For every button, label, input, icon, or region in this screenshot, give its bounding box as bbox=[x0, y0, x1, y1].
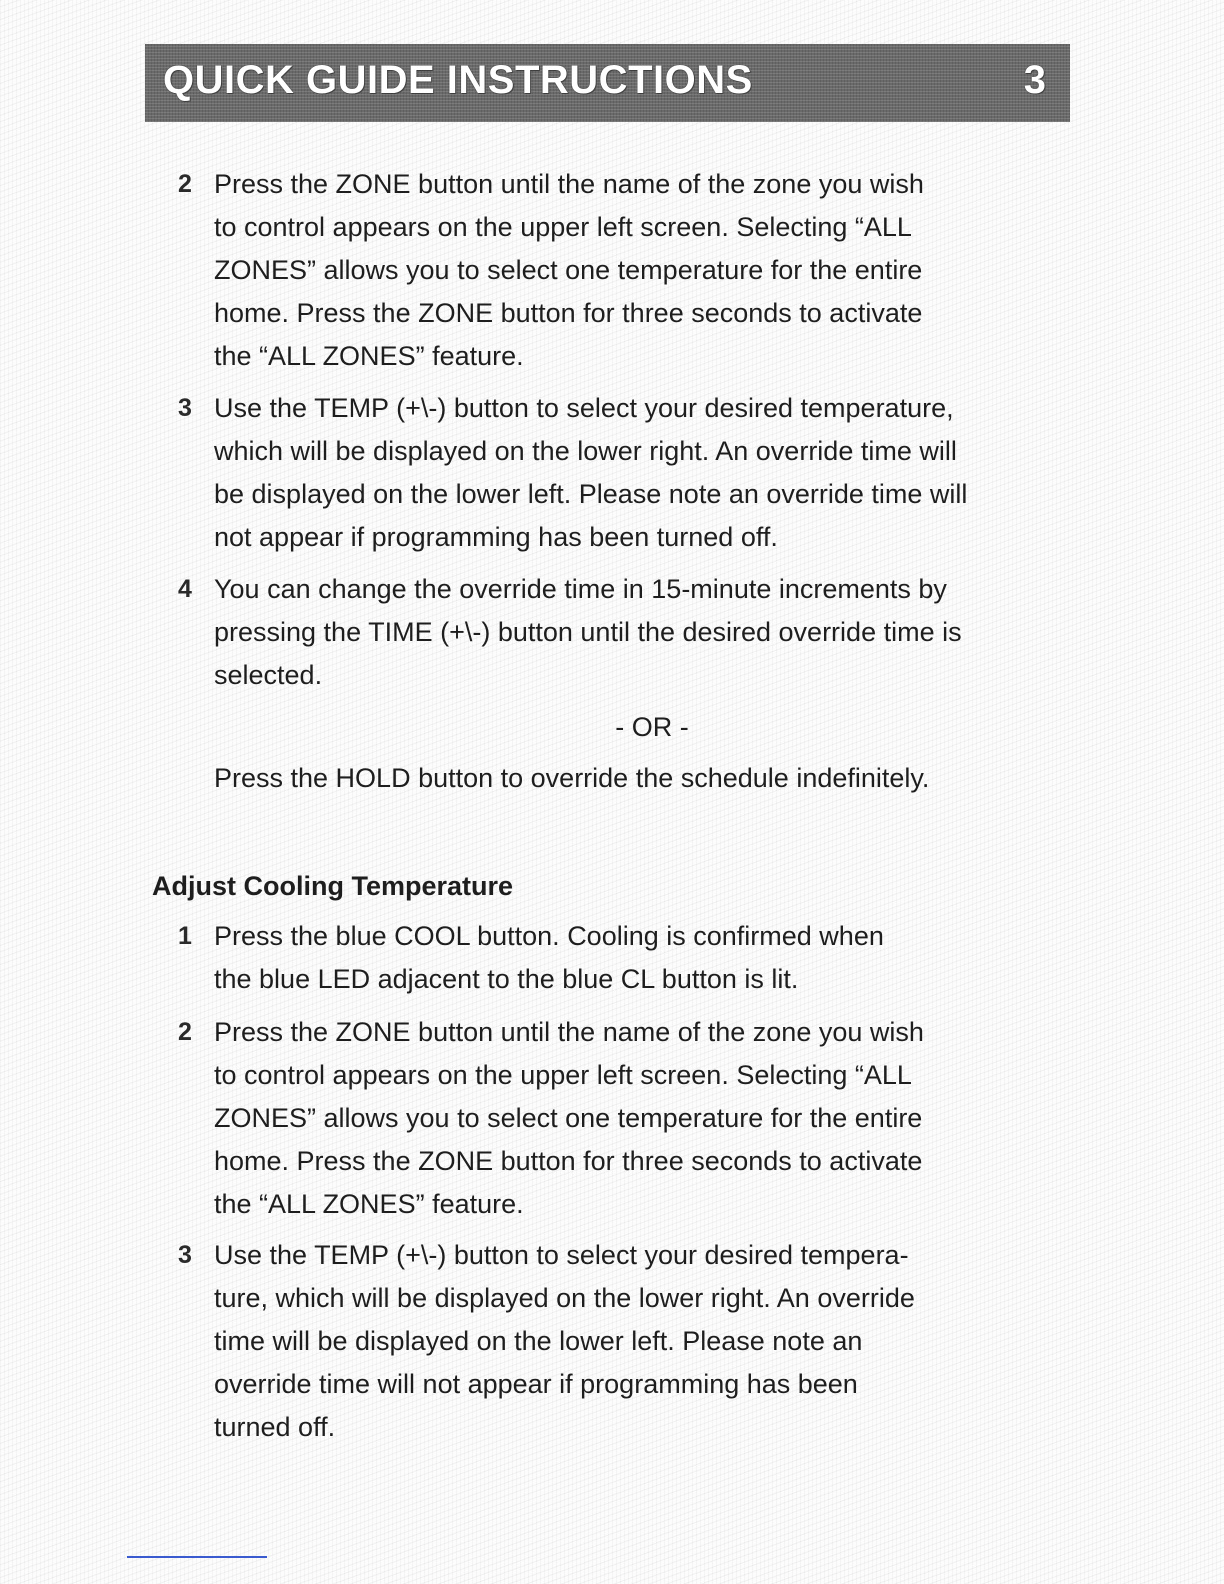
step-number: 4 bbox=[178, 575, 192, 603]
footer-rule bbox=[127, 1556, 267, 1558]
step-line: You can change the override time in 15-minute increments by bbox=[214, 574, 947, 604]
step-line: Press the ZONE button until the name of the zone you wish bbox=[214, 169, 924, 199]
step-line: the “ALL ZONES” feature. bbox=[214, 341, 524, 371]
step-number: 2 bbox=[178, 1018, 192, 1046]
step-line: selected. bbox=[214, 660, 323, 690]
step-line: not appear if programming has been turned off. bbox=[214, 522, 778, 552]
step-number: 3 bbox=[178, 1241, 192, 1269]
header-bar bbox=[145, 44, 1070, 122]
step-line: home. Press the ZONE button for three seconds to activate bbox=[214, 1146, 923, 1176]
step-line: pressing the TIME (+\-) button until the desired override time is bbox=[214, 617, 962, 647]
step-line: the “ALL ZONES” feature. bbox=[214, 1189, 524, 1219]
step-line: Press the blue COOL button. Cooling is confirmed when bbox=[214, 921, 884, 951]
step-line: the blue LED adjacent to the blue CL button is lit. bbox=[214, 964, 799, 994]
step-text bbox=[214, 387, 1064, 559]
step-text bbox=[214, 1011, 1064, 1226]
step-line: to control appears on the upper left screen. Selecting “ALL bbox=[214, 212, 912, 242]
step-number: 2 bbox=[178, 170, 192, 198]
step-line: Use the TEMP (+\-) button to select your desired tempera- bbox=[214, 1240, 909, 1270]
step-line: ZONES” allows you to select one temperature for the entire bbox=[214, 255, 923, 285]
step-text bbox=[214, 163, 1064, 378]
or-divider: - OR - bbox=[615, 712, 689, 742]
step-line: ZONES” allows you to select one temperature for the entire bbox=[214, 1103, 923, 1133]
step-line: time will be displayed on the lower left. Please note an bbox=[214, 1326, 863, 1356]
step-number: 1 bbox=[178, 922, 192, 950]
step-line: home. Press the ZONE button for three seconds to activate bbox=[214, 298, 923, 328]
step-line: turned off. bbox=[214, 1412, 336, 1442]
section-heading-cooling: Adjust Cooling Temperature bbox=[152, 871, 514, 901]
page-title: QUICK GUIDE INSTRUCTIONS bbox=[163, 58, 753, 102]
step-number: 3 bbox=[178, 394, 192, 422]
step-line: to control appears on the upper left screen. Selecting “ALL bbox=[214, 1060, 912, 1090]
page-number: 3 bbox=[1023, 58, 1046, 102]
step-line: Press the ZONE button until the name of the zone you wish bbox=[214, 1017, 924, 1047]
hold-instruction: Press the HOLD button to override the schedule indefinitely. bbox=[214, 763, 930, 793]
step-text bbox=[214, 915, 1064, 1001]
step-line: Use the TEMP (+\-) button to select your desired temperature, bbox=[214, 393, 954, 423]
step-line: ture, which will be displayed on the lower right. An override bbox=[214, 1283, 915, 1313]
step-line: which will be displayed on the lower right. An override time will bbox=[214, 436, 957, 466]
step-text bbox=[214, 568, 1064, 697]
step-text bbox=[214, 1234, 1064, 1449]
step-line: override time will not appear if programming has been bbox=[214, 1369, 858, 1399]
step-line: be displayed on the lower left. Please note an override time will bbox=[214, 479, 968, 509]
